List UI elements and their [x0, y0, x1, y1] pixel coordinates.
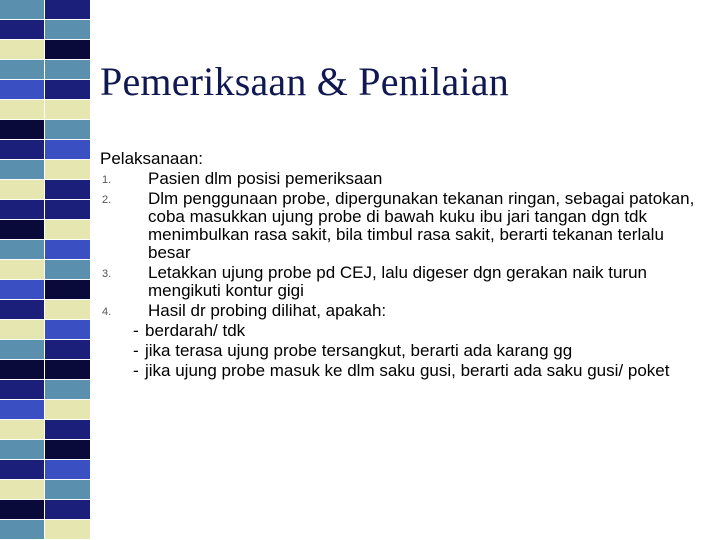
mosaic-tile — [0, 380, 44, 399]
mosaic-row — [0, 340, 90, 360]
mosaic-tile — [0, 500, 44, 519]
mosaic-tile — [0, 440, 44, 459]
mosaic-tile — [45, 0, 90, 19]
mosaic-tile — [45, 460, 90, 479]
mosaic-row — [0, 0, 90, 20]
list-item-text: Hasil dr probing dilihat, apakah: — [148, 301, 387, 320]
mosaic-tile — [45, 500, 90, 519]
mosaic-tile — [0, 400, 44, 419]
sub-item-dash: - — [133, 361, 139, 380]
mosaic-row — [0, 440, 90, 460]
mosaic-row — [0, 180, 90, 200]
numbered-list — [100, 170, 700, 320]
sub-list — [100, 322, 700, 380]
mosaic-tile — [0, 480, 44, 499]
mosaic-tile — [0, 320, 44, 339]
mosaic-tile — [45, 340, 90, 359]
mosaic-tile — [0, 200, 44, 219]
mosaic-tile — [0, 260, 44, 279]
mosaic-tile — [0, 20, 44, 39]
mosaic-tile — [45, 200, 90, 219]
mosaic-tile — [45, 260, 90, 279]
mosaic-row — [0, 480, 90, 500]
mosaic-tile — [45, 480, 90, 499]
mosaic-tile — [45, 60, 90, 79]
list-item-text: Dlm penggunaan probe, dipergunakan tekanan ringan, sebagai patokan, coba masukkan ujung probe di bawah kuku ibu jari tangan dgn tdk menimbulkan rasa sakit, bila timbul rasa sakit, berarti tekanan terlalu besar — [148, 189, 695, 262]
mosaic-tile — [45, 300, 90, 319]
mosaic-tile — [45, 440, 90, 459]
mosaic-tile — [45, 280, 90, 299]
mosaic-tile — [0, 120, 44, 139]
slide-body — [100, 150, 700, 382]
mosaic-row — [0, 380, 90, 400]
mosaic-tile — [0, 360, 44, 379]
mosaic-row — [0, 240, 90, 260]
list-number: 4. — [102, 306, 112, 318]
sub-item — [100, 322, 700, 340]
mosaic-tile — [0, 140, 44, 159]
mosaic-row — [0, 280, 90, 300]
mosaic-row — [0, 60, 90, 80]
mosaic-tile — [0, 80, 44, 99]
mosaic-tile — [45, 180, 90, 199]
mosaic-tile — [45, 380, 90, 399]
mosaic-tile — [0, 160, 44, 179]
list-number: 3. — [102, 268, 112, 280]
sub-item — [100, 362, 700, 380]
mosaic-row — [0, 140, 90, 160]
list-number: 2. — [102, 194, 112, 206]
mosaic-tile — [45, 320, 90, 339]
slide-title: Pemeriksaan & Penilaian — [100, 59, 509, 104]
list-item-text: Pasien dlm posisi pemeriksaan — [148, 169, 383, 188]
mosaic-tile — [45, 100, 90, 119]
sub-item — [100, 342, 700, 360]
mosaic-tile — [45, 240, 90, 259]
mosaic-row — [0, 420, 90, 440]
mosaic-tile — [0, 0, 44, 19]
mosaic-tile — [45, 40, 90, 59]
mosaic-tile — [0, 60, 44, 79]
mosaic-row — [0, 40, 90, 60]
mosaic-row — [0, 320, 90, 340]
mosaic-tile — [45, 420, 90, 439]
mosaic-row — [0, 260, 90, 280]
mosaic-tile — [45, 220, 90, 239]
mosaic-tile — [45, 20, 90, 39]
mosaic-row — [0, 100, 90, 120]
mosaic-row — [0, 220, 90, 240]
mosaic-tile — [0, 180, 44, 199]
mosaic-tile — [45, 80, 90, 99]
mosaic-tile — [0, 460, 44, 479]
mosaic-row — [0, 520, 90, 540]
mosaic-tile — [45, 400, 90, 419]
mosaic-tile — [0, 220, 44, 239]
mosaic-row — [0, 160, 90, 180]
sub-item-text: jika terasa ujung probe tersangkut, berarti ada karang gg — [145, 341, 573, 360]
sub-item-text: jika ujung probe masuk ke dlm saku gusi, berarti ada saku gusi/ poket — [145, 361, 670, 380]
mosaic-row — [0, 200, 90, 220]
mosaic-row — [0, 20, 90, 40]
mosaic-tile — [0, 340, 44, 359]
sub-item-dash: - — [133, 341, 139, 360]
sub-item-dash: - — [133, 321, 139, 340]
decorative-mosaic-strip — [0, 0, 90, 540]
mosaic-tile — [45, 160, 90, 179]
mosaic-tile — [0, 520, 44, 539]
mosaic-row — [0, 400, 90, 420]
mosaic-row — [0, 460, 90, 480]
list-item — [100, 302, 700, 320]
mosaic-row — [0, 80, 90, 100]
list-item-text: Letakkan ujung probe pd CEJ, lalu digeser dgn gerakan naik turun mengikuti kontur gigi — [148, 263, 648, 300]
mosaic-tile — [45, 360, 90, 379]
mosaic-tile — [45, 520, 90, 539]
mosaic-tile — [45, 120, 90, 139]
mosaic-tile — [0, 100, 44, 119]
mosaic-row — [0, 360, 90, 380]
list-item — [100, 190, 700, 262]
mosaic-tile — [0, 420, 44, 439]
mosaic-tile — [0, 240, 44, 259]
intro-label: Pelaksanaan: — [100, 149, 204, 168]
list-item — [100, 264, 700, 300]
mosaic-tile — [0, 300, 44, 319]
list-item — [100, 170, 700, 188]
mosaic-tile — [0, 40, 44, 59]
mosaic-tile — [0, 280, 44, 299]
sub-item-text: berdarah/ tdk — [145, 321, 246, 340]
mosaic-row — [0, 120, 90, 140]
mosaic-tile — [45, 140, 90, 159]
mosaic-row — [0, 500, 90, 520]
mosaic-row — [0, 300, 90, 320]
list-number: 1. — [102, 174, 112, 186]
